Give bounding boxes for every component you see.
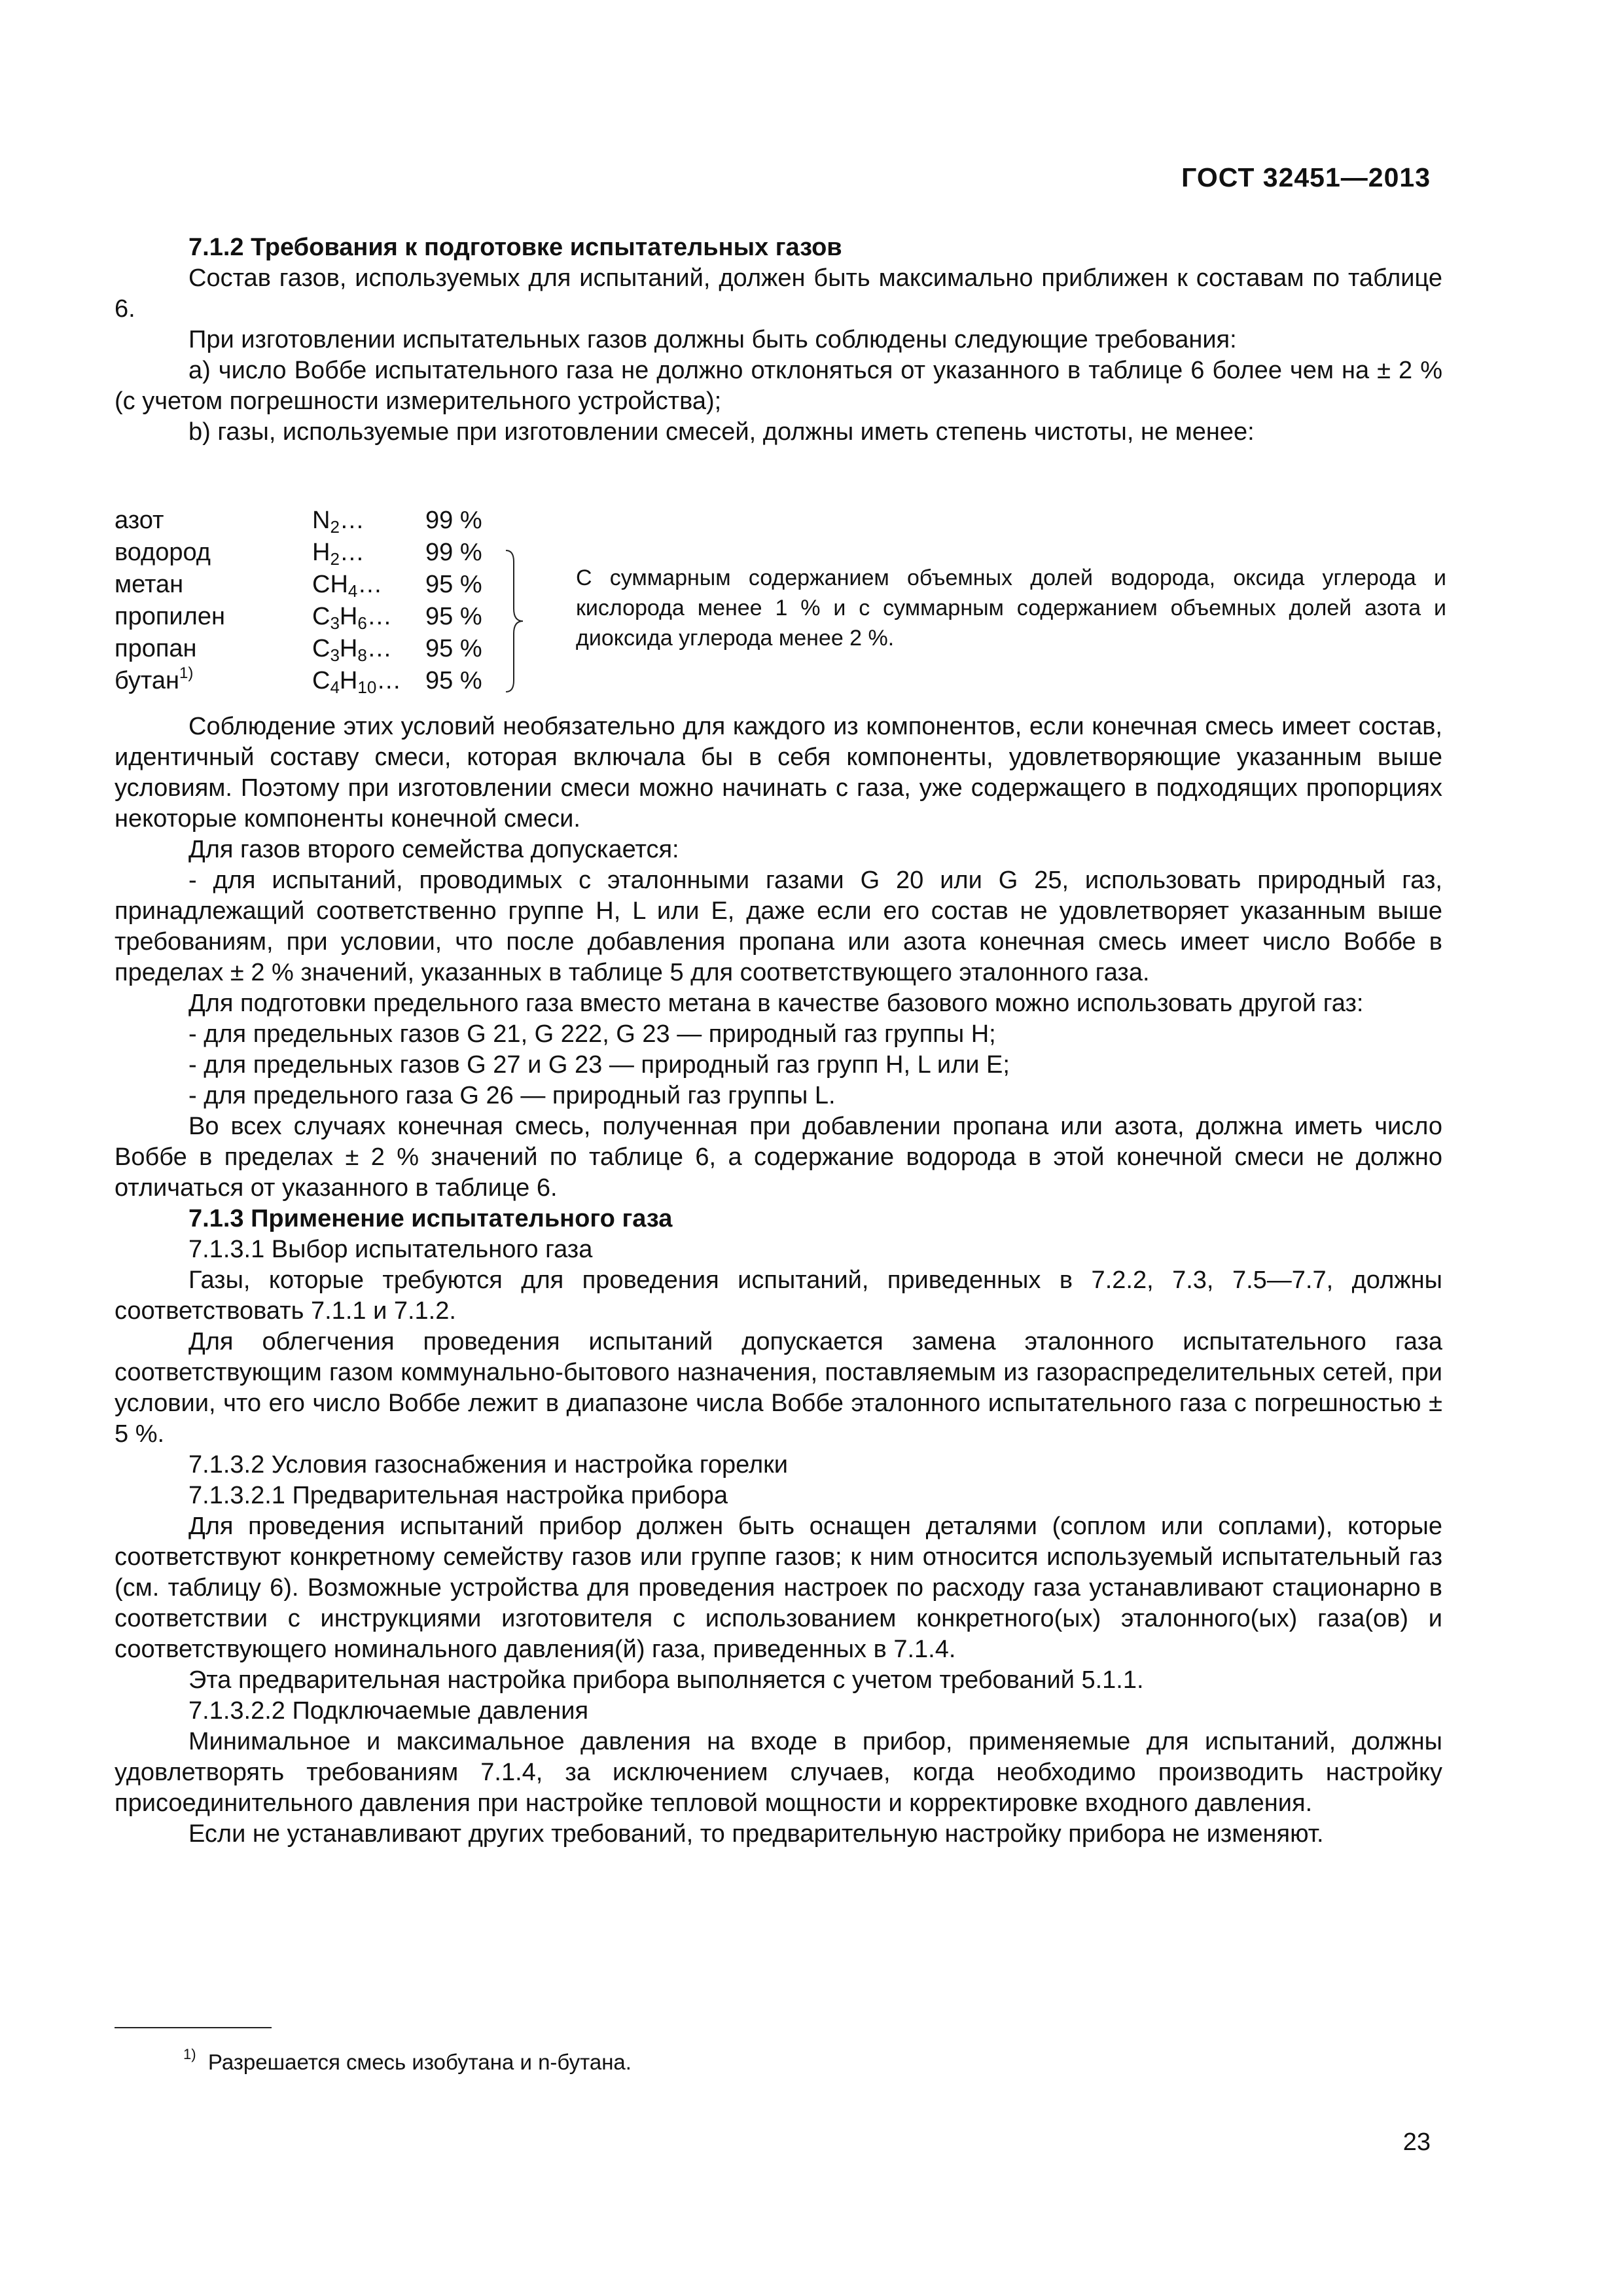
paragraph: Для облегчения проведения испытаний допускается замена эталонного испытательного газа соответствующим газом коммунально-бытового назначения, поставляемым из газораспределительных сетей, при условии, что его число Воббе лежит в диапазоне числа Воббе эталонного испытательного газа с погрешностью ± 5 %. (115, 1328, 1442, 1448)
footnote-divider (115, 2027, 272, 2028)
curly-brace (501, 548, 527, 694)
gas-name: пропан (115, 635, 197, 662)
subsection-heading: 7.1.3.2.1 Предварительная настройка прибора (188, 1482, 728, 1509)
footnote-mark: 1) (183, 2046, 196, 2062)
section-712 (115, 232, 1442, 448)
purity-percent: 95 % (425, 635, 482, 662)
purity-percent: 95 % (425, 571, 482, 598)
paragraph: Минимальное и максимальное давления на входе в прибор, применяемые для испытаний, должны удовлетворять требованиям 7.1.4, за исключением случаев, когда необходимо производить настройку присоединительного давления при настройке тепловой мощности и корректировке входного давления. (115, 1728, 1442, 1817)
paragraph: Эта предварительная настройка прибора выполняется с учетом требований 5.1.1. (188, 1666, 1144, 1694)
gas-name: водород (115, 539, 211, 566)
purity-percent: 99 % (425, 539, 482, 566)
list-item: - для предельных газов G 27 и G 23 — природный газ групп H, L или E; (188, 1051, 1010, 1079)
subsection-heading: 7.1.3.2 Условия газоснабжения и настройка горелки (188, 1451, 789, 1479)
paragraph: Газы, которые требуются для проведения испытаний, приведенных в 7.2.2, 7.3, 7.5—7.7, должны соответствовать 7.1.1 и 7.1.2. (115, 1266, 1442, 1325)
paragraph: При изготовлении испытательных газов должны быть соблюдены следующие требования: (188, 326, 1237, 353)
purity-percent: 99 % (425, 507, 482, 534)
paragraph: Для газов второго семейства допускается: (188, 836, 679, 863)
document-header: ГОСТ 32451—2013 (1181, 162, 1431, 192)
gas-name: метан (115, 571, 184, 598)
paragraph: Если не устанавливают других требований, то предварительную настройку прибора не изменяют. (188, 1820, 1324, 1848)
list-item: - для предельного газа G 26 — природный газ группы L. (188, 1082, 836, 1109)
footnote (183, 2046, 632, 2075)
list-item: - для предельных газов G 21, G 222, G 23 — природный газ группы H; (188, 1020, 996, 1048)
gas-name: бутан$^{1)}$ (115, 664, 194, 694)
paragraph: Состав газов, используемых для испытаний, должен быть максимально приближен к составам по таблице 6. (115, 264, 1442, 323)
gas-formula: $C_4H_{10}\dots$ (312, 667, 402, 697)
gas-name: азот (115, 507, 164, 534)
main-body (115, 711, 1442, 1850)
gas-formula: $CH_4\dots$ (312, 571, 383, 601)
paragraph: Во всех случаях конечная смесь, полученная при добавлении пропана или азота, должна иметь число Воббе в пределах ± 2 % значений по таблице 6, а содержание водорода в этой конечной смеси не должно отличаться от указанного в таблице 6. (115, 1113, 1442, 1202)
gas-formula: $C_3H_8\dots$ (312, 635, 392, 665)
page-number: 23 (1402, 2128, 1431, 2156)
gas-formula: $C_3H_6\dots$ (312, 603, 392, 633)
paragraph: Для подготовки предельного газа вместо метана в качестве базового можно использовать другой газ: (188, 990, 1364, 1017)
paragraph: Соблюдение этих условий необязательно для каждого из компонентов, если конечная смесь имеет состав, идентичный составу смеси, которая включала бы в себя компоненты, удовлетворяющие указанным выше условиям. Поэтому при изготовлении смеси можно начинать с газа, уже содержащего в подходящих пропорциях некоторые компоненты конечной смеси. (115, 713, 1442, 833)
gas-formula: $H_2\dots$ (312, 539, 365, 569)
gas-formula: $N_2\dots$ (312, 507, 365, 537)
paragraph: b) газы, используемые при изготовлении смесей, должны иметь степень чистоты, не менее: (188, 418, 1255, 446)
subsection-heading: 7.1.3.2.2 Подключаемые давления (188, 1697, 589, 1725)
list-item: - для испытаний, проводимых с эталонными газами G 20 или G 25, использовать природный газ, принадлежащий соответственно группе H, L или E, даже если его состав не удовлетворяет указанным выше требованиям, при условии, что после добавления пропана или азота конечная смесь имеет число Воббе в пределах ± 2 % значений, указанных в таблице 5 для соответствующего эталонного газа. (115, 867, 1442, 986)
subsection-heading: 7.1.3.1 Выбор испытательного газа (188, 1236, 593, 1263)
footnote-text: Разрешается смесь изобутана и n-бутана. (207, 2050, 632, 2074)
purity-note: С суммарным содержанием объемных долей водорода, оксида углерода и кислорода менее 1 % и с суммарным содержанием объемных долей азота и диоксида углерода менее 2 %. (576, 565, 1446, 651)
paragraph: Для проведения испытаний прибор должен быть оснащен деталями (соплом или соплами), которые соответствуют конкретному семейству газов или группе газов; к ним относится используемый испытательный газ (см. таблицу 6). Возможные устройства для проведения настроек по расходу газа устанавливают стационарно в соответствии с инструкциями изготовителя с использованием конкретного(ых) эталонного(ых) газа(ов) и соответствующего номинального давления(й) газа, приведенных в 7.1.4. (115, 1513, 1442, 1663)
purity-percent: 95 % (425, 603, 482, 630)
purity-percent: 95 % (425, 667, 482, 694)
paragraph: a) число Воббе испытательного газа не должно отклоняться от указанного в таблице 6 более чем на ± 2 % (с учетом погрешности измерительного устройства); (115, 357, 1442, 415)
section-heading: 7.1.3 Применение испытательного газа (188, 1205, 673, 1232)
gas-name: пропилен (115, 603, 225, 630)
section-heading: 7.1.2 Требования к подготовке испытательных газов (188, 234, 842, 261)
footnote-ref: 1) (179, 664, 194, 682)
